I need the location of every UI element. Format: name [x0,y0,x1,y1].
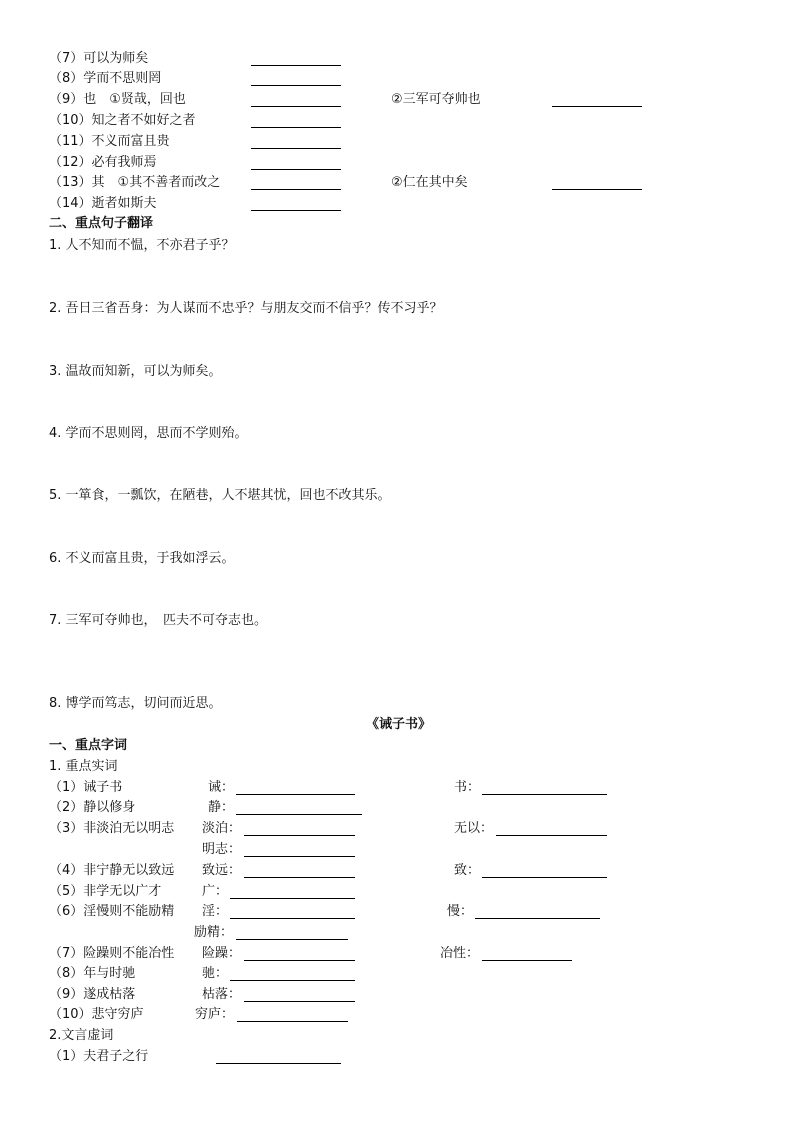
answer-blank[interactable] [251,189,341,190]
list-item: （7）险躁则不能冶性 [49,946,175,961]
list-item: （9）也 ①贤哉，回也 [49,92,186,107]
answer-blank[interactable] [552,106,642,107]
list-item: （14）逝者如斯夫 [49,196,157,211]
answer-blank[interactable] [482,960,572,961]
list-item: （1）诫子书 [49,780,123,795]
answer-blank[interactable] [216,1063,341,1064]
word-prompt: 淫： [202,904,229,919]
word-prompt: 驰： [202,966,229,981]
answer-blank[interactable] [251,106,341,107]
word-prompt: 静： [208,800,235,815]
list-item: （2）静以修身 [49,800,136,815]
list-item: （5）非学无以广才 [49,884,162,899]
word-prompt: 明志： [202,842,242,857]
word-prompt: 冶性： [440,946,480,961]
answer-blank[interactable] [482,794,607,795]
answer-blank[interactable] [251,127,341,128]
list-item: （12）必有我师焉 [49,155,157,170]
word-prompt: 致远： [202,863,242,878]
list-item: （6）淫慢则不能励精 [49,904,175,919]
word-prompt: 广： [202,884,229,899]
sentence-item: 3. 温故而知新，可以为师矣。 [49,364,222,379]
list-item-second-sense: ②仁在其中矣 [391,175,468,190]
section-heading: 一、重点字词 [49,738,128,753]
word-prompt: 无以： [454,821,494,836]
sentence-item: 5. 一箪食，一瓢饮，在陋巷，人不堪其忧，回也不改其乐。 [49,488,391,503]
subsection-heading: 2.文言虚词 [49,1028,114,1043]
answer-blank[interactable] [251,148,341,149]
sentence-item: 4. 学而不思则罔，思而不学则殆。 [49,426,248,441]
word-prompt: 致： [454,863,481,878]
answer-blank[interactable] [482,877,607,878]
list-item: （10）悲守穷庐 [49,1007,144,1022]
word-prompt: 慢： [447,904,474,919]
answer-blank[interactable] [230,898,355,899]
list-item: （8）学而不思则罔 [49,71,162,86]
word-prompt: 枯落： [202,987,242,1002]
answer-blank[interactable] [236,794,355,795]
answer-blank[interactable] [244,856,355,857]
answer-blank[interactable] [237,1021,348,1022]
answer-blank[interactable] [251,210,341,211]
sentence-item: 6. 不义而富且贵，于我如浮云。 [49,551,235,566]
answer-blank[interactable] [244,877,355,878]
list-item: （7）可以为师矣 [49,51,149,66]
sentence-item: 8. 博学而笃志，切问而近思。 [49,696,222,711]
sentence-item: 7. 三军可夺帅也， 匹夫不可夺志也。 [49,613,268,628]
word-prompt: 穷庐： [195,1007,235,1022]
answer-blank[interactable] [236,814,362,815]
list-item: （9）遂成枯落 [49,987,136,1002]
answer-blank[interactable] [244,835,355,836]
word-prompt: 励精： [194,925,234,940]
answer-blank[interactable] [230,980,355,981]
subsection-heading: 1. 重点实词 [49,759,118,774]
list-item: （1）夫君子之行 [49,1049,149,1064]
answer-blank[interactable] [251,169,341,170]
answer-blank[interactable] [552,189,642,190]
list-item: （11）不义而富且贵 [49,134,170,149]
list-item: （8）年与时驰 [49,966,136,981]
word-prompt: 书： [454,780,481,795]
list-item: （10）知之者不如好之者 [49,113,196,128]
list-item: （13）其 ①其不善者而改之 [49,175,221,190]
answer-blank[interactable] [251,85,341,86]
word-prompt: 诫： [208,780,235,795]
list-item: （4）非宁静无以致远 [49,863,175,878]
answer-blank[interactable] [230,918,355,919]
list-item-second-sense: ②三军可夺帅也 [391,92,481,107]
list-item: （3）非淡泊无以明志 [49,821,175,836]
answer-blank[interactable] [251,65,341,66]
word-prompt: 淡泊： [202,821,242,836]
answer-blank[interactable] [475,918,600,919]
answer-blank[interactable] [244,960,355,961]
sentence-item: 1. 人不知而不愠，不亦君子乎？ [49,238,235,253]
page-title: 《诫子书》 [366,717,432,732]
answer-blank[interactable] [496,835,607,836]
answer-blank[interactable] [244,1001,355,1002]
sentence-item: 2. 吾日三省吾身：为人谋而不忠乎？与朋友交而不信乎？传不习乎？ [49,301,443,316]
word-prompt: 险躁： [202,946,242,961]
answer-blank[interactable] [236,939,348,940]
section-heading: 二、重点句子翻译 [49,216,154,231]
